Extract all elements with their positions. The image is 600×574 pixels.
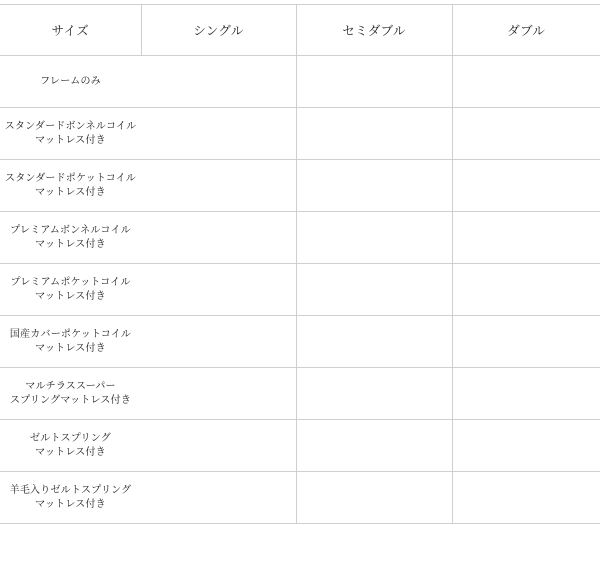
table-row [0,56,600,108]
row-label-line: スタンダードボンネルコイル [4,120,137,132]
double-cell [452,472,600,524]
row-label [0,472,141,524]
row-label-line: マルチラススーパー [25,380,116,392]
single-cell [141,368,296,420]
row-label [0,316,141,368]
table-row [0,368,600,420]
double-cell [452,160,600,212]
double-cell [452,420,600,472]
row-label-line: マットレス付き [35,238,106,250]
single-cell [141,212,296,264]
row-label-line: マットレス付き [35,498,106,510]
row-label-line: ゼルトスプリング [30,432,111,444]
header-size: サイズ [0,5,141,56]
double-cell [452,56,600,108]
row-label [0,264,141,316]
single-cell [141,160,296,212]
table-row [0,472,600,524]
single-cell [141,472,296,524]
row-label-line: マットレス付き [35,134,106,146]
double-cell [452,368,600,420]
table-header [0,5,600,56]
table-row [0,264,600,316]
single-cell [141,56,296,108]
semi-double-cell [296,160,452,212]
double-cell [452,316,600,368]
header-row [0,5,600,56]
double-cell [452,108,600,160]
single-cell [141,420,296,472]
row-label-line: 羊毛入りゼルトスプリング [9,484,132,496]
table-body [0,56,600,524]
table-row [0,316,600,368]
table-row [0,212,600,264]
row-label-line: プレミアムポケットコイル [10,276,131,288]
row-label [0,368,141,420]
table-row [0,420,600,472]
semi-double-cell [296,316,452,368]
semi-double-cell [296,420,452,472]
size-comparison-table [0,4,600,524]
header-semi-double: セミダブル [296,5,452,56]
header-double: ダブル [452,5,600,56]
semi-double-cell [296,56,452,108]
row-label [0,160,141,212]
header-single: シングル [141,5,296,56]
row-label-line: 国産カバーポケットコイル [9,328,132,340]
single-cell [141,108,296,160]
semi-double-cell [296,368,452,420]
row-label [0,56,141,108]
semi-double-cell [296,212,452,264]
row-label-line: マットレス付き [35,446,106,458]
row-label-line: マットレス付き [35,186,106,198]
row-label [0,108,141,160]
semi-double-cell [296,108,452,160]
row-label-line: スタンダードポケットコイル [5,172,136,184]
row-label-line: マットレス付き [35,290,106,302]
row-label-line: マットレス付き [35,342,106,354]
table-row [0,108,600,160]
table-row [0,160,600,212]
semi-double-cell [296,472,452,524]
row-label [0,212,141,264]
single-cell [141,264,296,316]
row-label-line: フレームのみ [40,75,101,87]
double-cell [452,212,600,264]
single-cell [141,316,296,368]
row-label [0,420,141,472]
row-label-line: プレミアムボンネルコイル [10,224,131,236]
semi-double-cell [296,264,452,316]
row-label-line: スプリングマットレス付き [9,394,132,406]
double-cell [452,264,600,316]
